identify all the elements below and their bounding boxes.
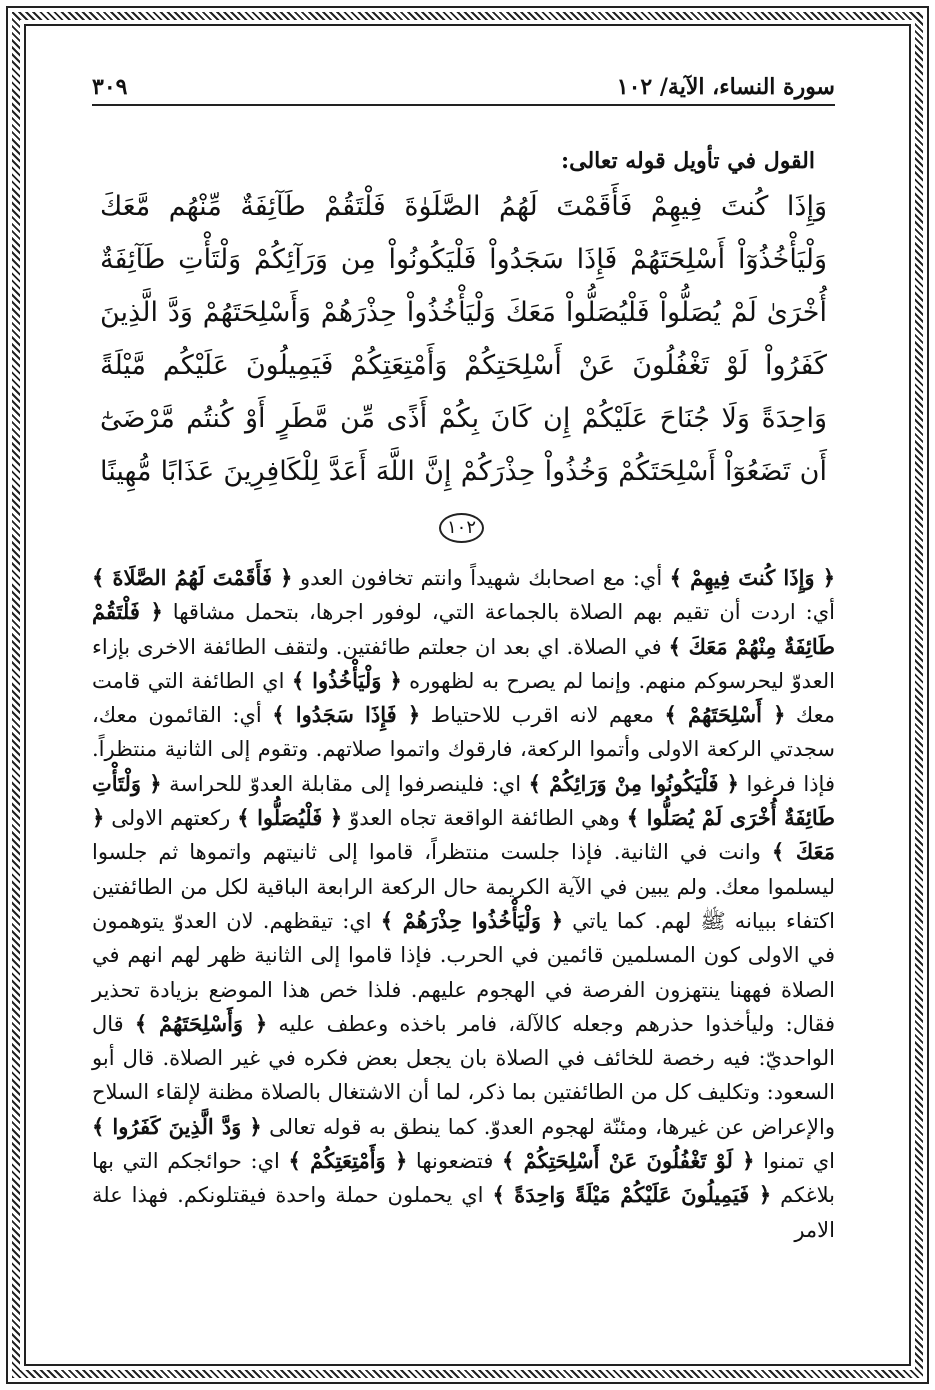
commentary-segment: اي: حوائجكم التي بها بلاغكم bbox=[92, 1149, 836, 1208]
page-content bbox=[92, 60, 835, 1330]
quran-quote: ﴿ فَيَمِيلُونَ عَلَيْكُمْ مَيْلَةً وَاحِدَةً ﴾ bbox=[492, 1182, 772, 1208]
commentary-segment: اي: تيقظهم. لان العدوّ يتوهمون في الاولى كون المسلمين قائمين في الحرب. فإذا قاموا إلى الثانية ظهر لهم انهم في الصلاة فههنا ينتهزون الفرصة في الهجوم عليهم. فلذا خص هذا الموضع بزيادة تحذير فقال: وليأخذوا حذرهم وجعله كالآلة، فامر باخذه وعطف عليه bbox=[92, 908, 836, 1036]
commentary-segment: أي: القائمون معك، سجدتي الركعة الاولى وأتموا الركعة، فارقوك واتموا صلاتهم. وتقوم إلى الثانية منتظراً. فإذا فرغوا bbox=[92, 703, 835, 796]
quran-quote: ﴿ فَلْيُصَلُّوا ﴾ bbox=[237, 805, 343, 831]
commentary-segment: وهي الطائفة الواقعة تجاه العدوّ bbox=[342, 806, 627, 831]
commentary-segment: وانت في الثانية. فإذا جلست منتظراً، قاموا إلى ثانيتهم واتموها ثم جلسوا ليسلموا معك. ولم يبين في الآية الكريمة حال الركعة الرابعة الباقية لكل من الطائفتين اكتفاء ببيانه ﷺ لهم. كما ياتي bbox=[92, 840, 836, 933]
quran-verse bbox=[92, 180, 835, 551]
quran-quote: ﴿ لَوْ تَغْفُلُونَ عَنْ أَسْلِحَتِكُمْ ﴾ bbox=[502, 1148, 755, 1174]
quran-quote: ﴿ وَلْيَأْخُذُوا حِذْرَهُمْ ﴾ bbox=[380, 907, 564, 933]
quran-quote: ﴿ وَدَّ الَّذِينَ كَفَرُوا ﴾ bbox=[92, 1113, 262, 1139]
quran-quote: ﴿ أَسْلِحَتَهُمْ ﴾ bbox=[664, 702, 786, 728]
quran-verse-text: وَإِذَا كُنتَ فِيهِمْ فَأَقَمْتَ لَهُمُ الصَّلَوٰةَ فَلْتَقُمْ طَآئِفَةٌ مِّنْهُم مَّعَكَ وَلْيَأْخُذُوٓاْ أَسْلِحَتَهُمْ فَإِذَا سَجَدُواْ فَلْيَكُونُواْ مِن وَرَآئِكُمْ وَلْتَأْتِ طَآئِفَةٌ أُخْرَىٰ لَمْ يُصَلُّواْ فَلْيُصَلُّواْ مَعَكَ وَلْيَأْخُذُواْ حِذْرَهُمْ وَأَسْلِحَتَهُمْ وَدَّ الَّذِينَ كَفَرُواْ لَوْ تَغْفُلُونَ عَنْ أَسْلِحَتِكُمْ وَأَمْتِعَتِكُمْ فَيَمِيلُونَ عَلَيْكُم مَّيْلَةً وَاحِدَةً وَلَا جُنَاحَ عَلَيْكُمْ إِن كَانَ بِكُمْ أَذًى مِّن مَّطَرٍ أَوْ كُنتُم مَّرْضَىٰٓ أَن تَضَعُوٓاْ أَسْلِحَتَكُمْ وَخُذُواْ حِذْرَكُمْ إِنَّ اللَّهَ أَعَدَّ لِلْكَافِرِينَ عَذَابًا مُّهِينًا bbox=[100, 191, 827, 487]
page-number: ٣٠٩ bbox=[92, 74, 128, 100]
running-header bbox=[92, 60, 835, 106]
ayah-number-marker: ١٠٢ bbox=[439, 513, 484, 543]
quran-quote: ﴿ فَإِذَا سَجَدُوا ﴾ bbox=[272, 702, 421, 728]
quran-quote: ﴿ وَلْيَأْخُذُوا ﴾ bbox=[291, 667, 402, 693]
quran-quote: ﴿ فَلْتَقُمْ طَائِفَةٌ مِنْهُمْ مَعَكَ ﴾ bbox=[92, 599, 835, 659]
commentary-segment: ركعتهم الاولى bbox=[104, 806, 238, 831]
commentary-segment: قال الواحديّ: فيه رخصة للخائف في الصلاة بان يجعل بعض فكره في غير الصلاة. قال أبو السعود: وتكليف كل من الطائفتين بما ذكر، لما أن الاشتغال بالصلاة مظنة لإلقاء السلاح والإعراض عن غيرها، ومئنّة لهجوم العدوّ. كما ينطق به قوله تعالى bbox=[92, 1011, 835, 1139]
commentary-segment: اي: فلينصرفوا إلى مقابلة العدوّ للحراسة bbox=[161, 771, 529, 796]
quran-quote: ﴿ وَلْتَأْتِ طَائِفَةٌ أُخْرَى لَمْ يُصَلُّوا ﴾ bbox=[92, 770, 836, 831]
section-heading: القول في تأويل قوله تعالى: bbox=[561, 148, 815, 174]
commentary-segment: معهم لانه اقرب للاحتياط bbox=[420, 703, 665, 728]
quran-quote: ﴿ مَعَكَ ﴾ bbox=[92, 805, 835, 865]
quran-quote: ﴿ وَإِذَا كُنتَ فِيهِمْ ﴾ bbox=[669, 565, 835, 590]
commentary-segment: اي يحملون حملة واحدة فيقتلونكم. فهذا علة الامر bbox=[92, 1183, 835, 1242]
commentary-segment: في الصلاة. اي بعد ان جعلتم طائفتين. ولتقف الطائفة الاخرى بإزاء العدوّ ليحرسوكم منهم. وإنما لم يصرح به لظهوره bbox=[92, 634, 835, 693]
commentary-segment: أي: مع اصحابك شهيداً وانتم تخافون العدو bbox=[292, 566, 670, 590]
commentary-segment: أي: اردت أن تقيم بهم الصلاة بالجماعة التي، لوفور اجرها، بتحمل مشاقها bbox=[162, 600, 835, 625]
commentary-segment: اي تمنوا bbox=[754, 1149, 835, 1174]
quran-quote: ﴿ فَأَقَمْتَ لَهُمُ الصَّلَاةَ ﴾ bbox=[92, 565, 293, 590]
commentary-segment: فتضعونها bbox=[407, 1149, 503, 1174]
quran-quote: ﴿ وَأَسْلِحَتَهُمْ ﴾ bbox=[134, 1010, 268, 1036]
header-title: سورة النساء، الآية/ ١٠٢ bbox=[616, 74, 835, 100]
commentary-text bbox=[92, 561, 835, 1247]
commentary-segment: اي الطائفة التي قامت معك bbox=[92, 668, 835, 728]
quran-quote: ﴿ فَلْيَكُونُوا مِنْ وَرَائِكُمْ ﴾ bbox=[528, 770, 739, 796]
quran-quote: ﴿ وَأَمْتِعَتِكُمْ ﴾ bbox=[288, 1148, 408, 1174]
